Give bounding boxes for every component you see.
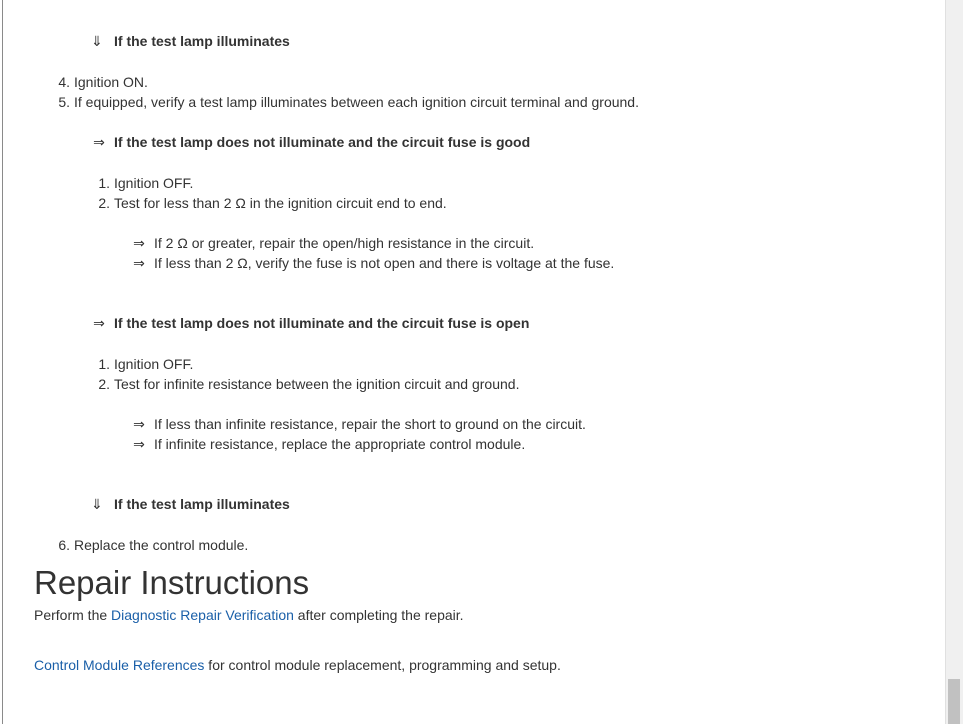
step-text: Test for infinite resistance between the ignition circuit and ground. [114, 376, 520, 392]
result-text: If less than 2 Ω, verify the fuse is not open and there is voltage at the fuse. [154, 255, 615, 271]
right-arrow-icon: ⇒ [133, 235, 145, 251]
sentence-prefix: Perform the [34, 607, 112, 623]
result-text: If infinite resistance, replace the appropriate control module. [154, 436, 526, 452]
result-text: If 2 Ω or greater, repair the open/high resistance in the circuit. [154, 235, 535, 251]
diagnostic-repair-verification-link[interactable]: Diagnostic Repair Verification [111, 607, 294, 623]
scrollbar-thumb[interactable] [948, 679, 960, 724]
window-left-border [0, 0, 3, 724]
step-number: 5. [58, 94, 70, 110]
down-arrow-icon: ⇓ [91, 496, 103, 512]
repair-instructions-heading: Repair Instructions [34, 564, 310, 601]
branch-heading-fuse-open: If the test lamp does not illuminate and the circuit fuse is open [114, 315, 530, 331]
vertical-scrollbar[interactable] [945, 0, 963, 724]
right-arrow-icon: ⇒ [133, 416, 145, 432]
step-number: 4. [58, 74, 70, 90]
control-module-references-sentence [34, 656, 561, 674]
step-text: Replace the control module. [74, 537, 249, 553]
control-module-references-link[interactable]: Control Module References [34, 657, 205, 673]
step-number: 6. [58, 537, 70, 553]
step-number: 2. [98, 195, 110, 211]
sentence-suffix: for control module replacement, programming and setup. [204, 657, 561, 673]
step-text: If equipped, verify a test lamp illuminates between each ignition circuit terminal and ground. [74, 94, 639, 110]
step-number: 2. [98, 376, 110, 392]
result-heading-lamp-illuminates: If the test lamp illuminates [114, 33, 290, 49]
step-number: 1. [98, 175, 110, 191]
down-arrow-icon: ⇓ [91, 33, 103, 49]
right-arrow-icon: ⇒ [133, 255, 145, 271]
step-number: 1. [98, 356, 110, 372]
right-arrow-icon: ⇒ [133, 436, 145, 452]
step-text: Test for less than 2 Ω in the ignition circuit end to end. [114, 195, 447, 211]
branch-heading-fuse-good: If the test lamp does not illuminate and the circuit fuse is good [114, 134, 531, 150]
step-text: Ignition ON. [74, 74, 148, 90]
step-text: Ignition OFF. [114, 175, 194, 191]
right-arrow-icon: ⇒ [93, 134, 105, 150]
result-heading-lamp-illuminates: If the test lamp illuminates [114, 496, 290, 512]
result-text: If less than infinite resistance, repair the short to ground on the circuit. [154, 416, 586, 432]
right-arrow-icon: ⇒ [93, 315, 105, 331]
repair-verification-sentence [34, 606, 464, 624]
sentence-suffix: after completing the repair. [293, 607, 464, 623]
step-text: Ignition OFF. [114, 356, 194, 372]
